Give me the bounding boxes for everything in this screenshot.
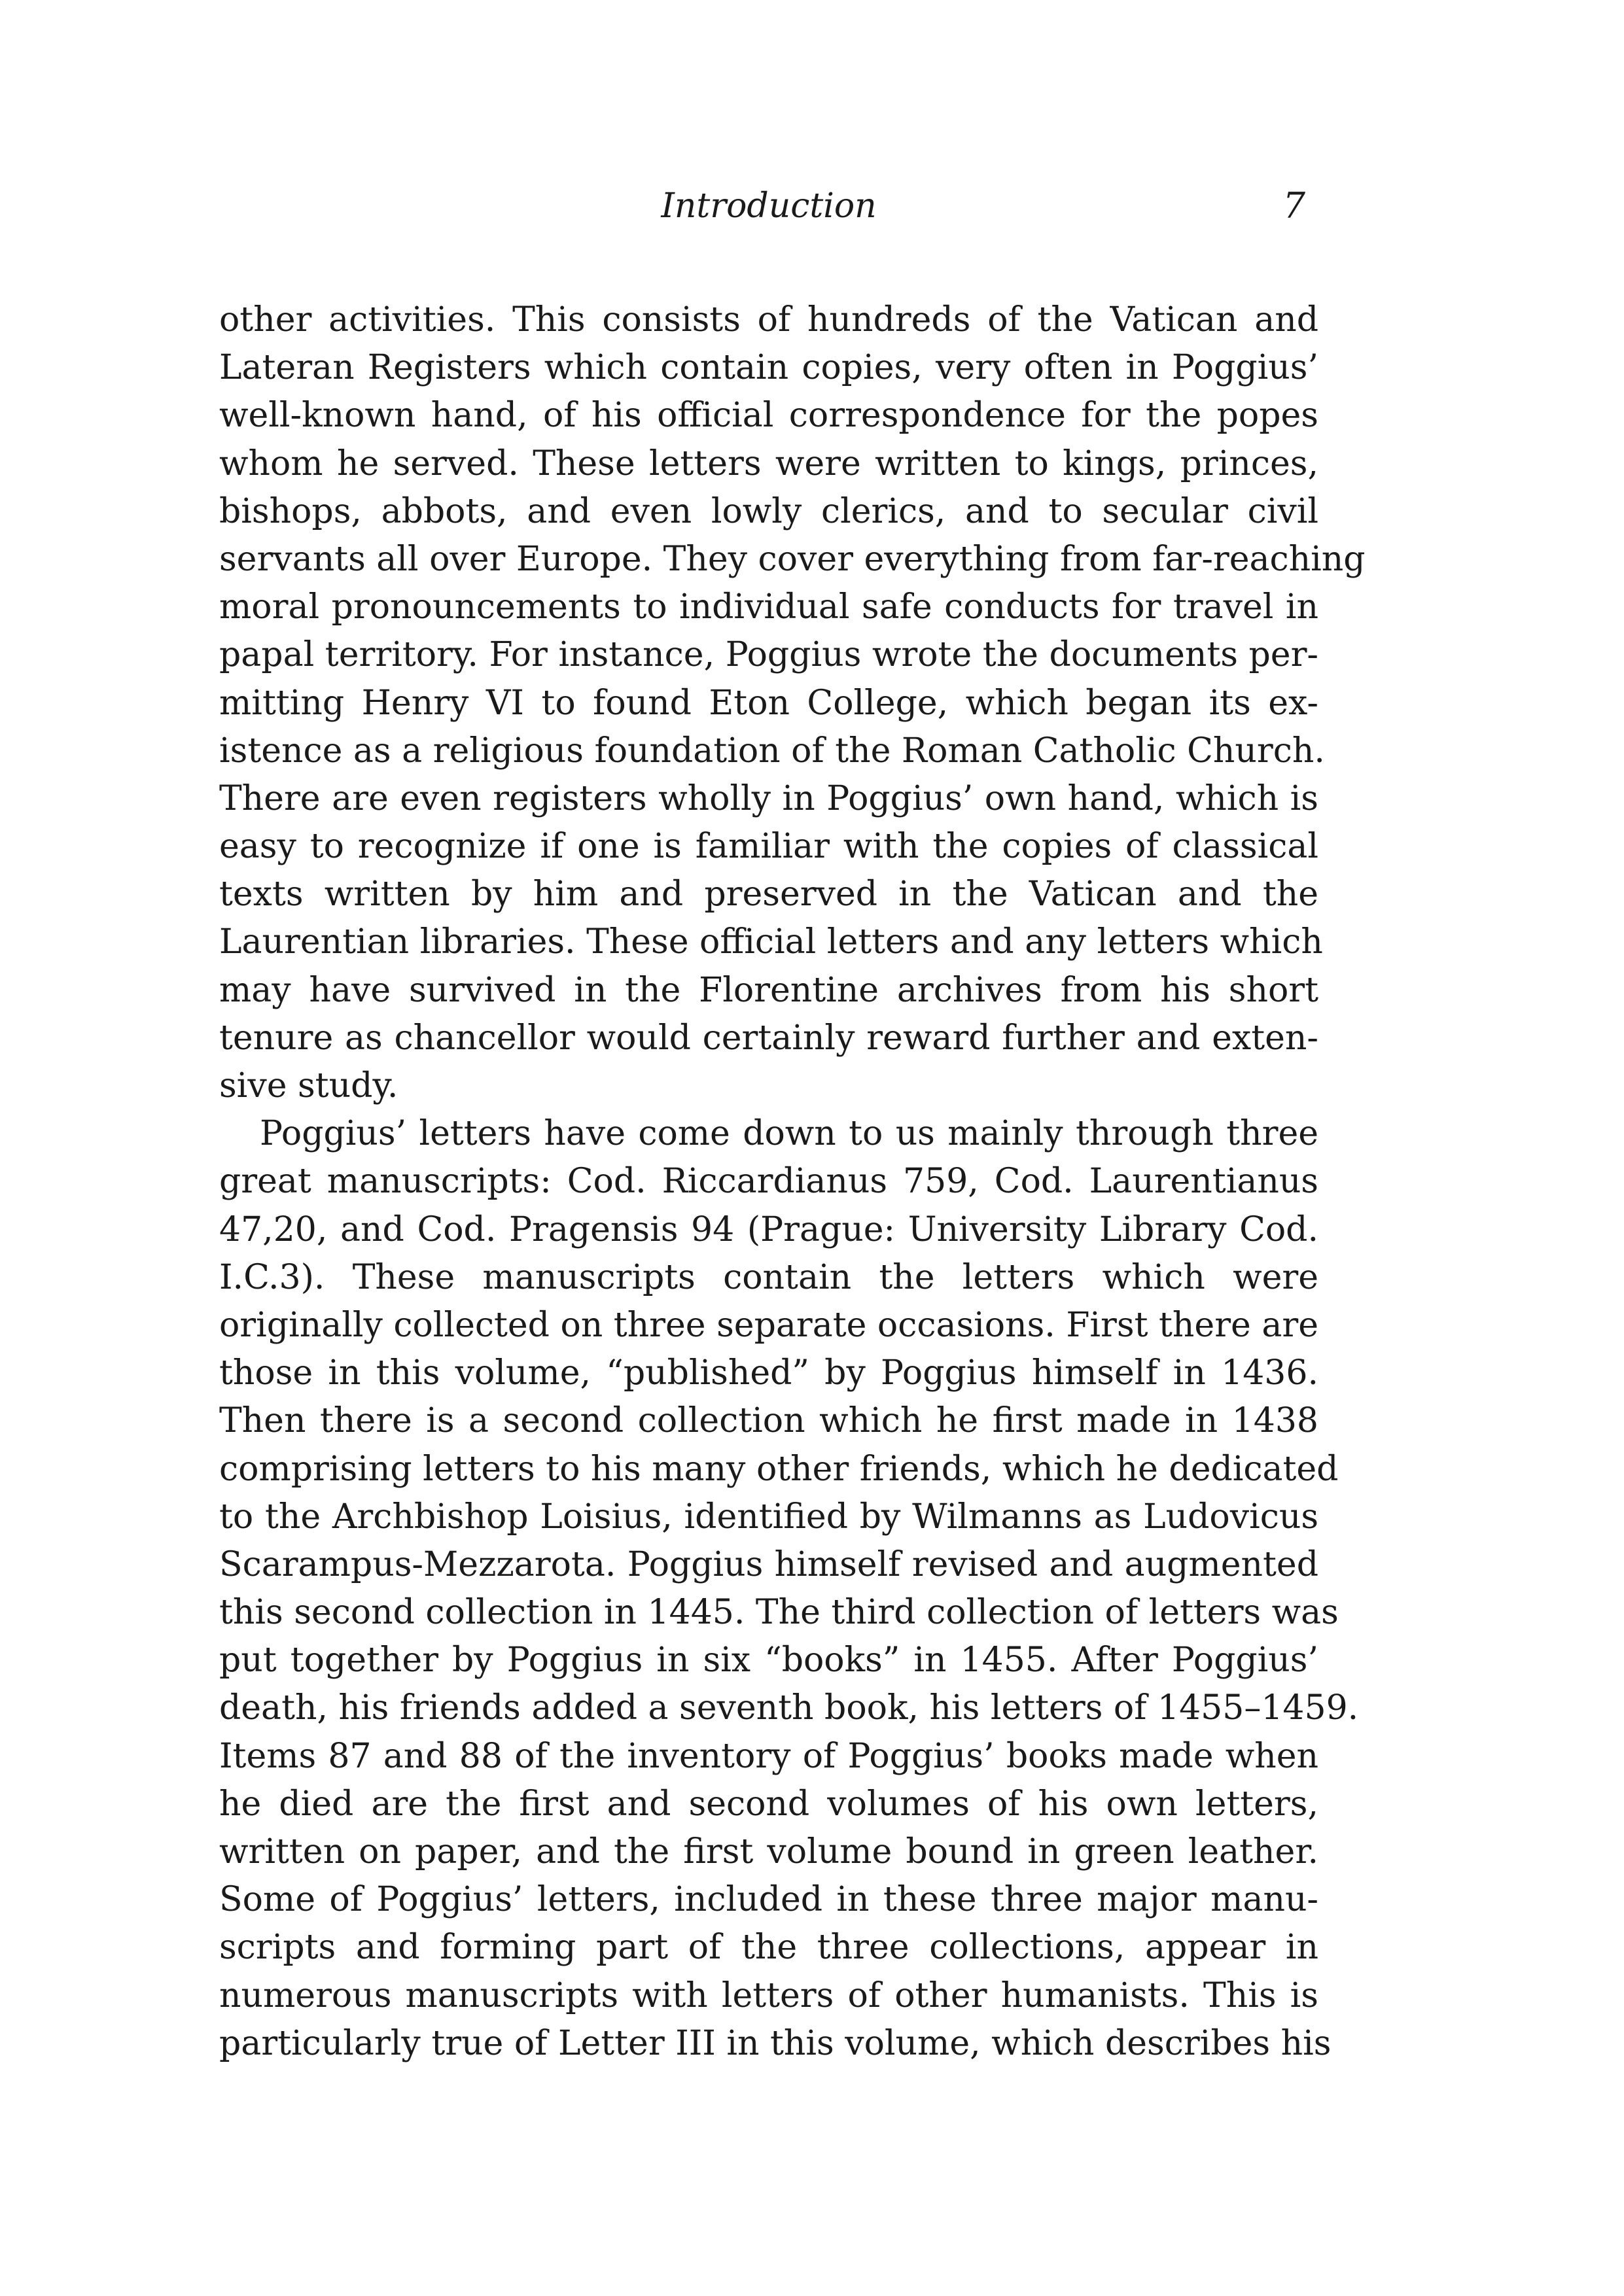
text-line: numerous manuscripts with letters of other humanists. This is [219, 1975, 1318, 2015]
page-number: 7 [1282, 185, 1305, 226]
body-text [219, 296, 1366, 2068]
text-line: Some of Poggius’ letters, included in these three major manu- [219, 1880, 1318, 1920]
text-line: this second collection in 1445. The third collection of letters was [219, 1593, 1339, 1633]
text-line: well-known hand, of his official correspondence for the popes [219, 396, 1318, 436]
running-head [219, 183, 1318, 242]
text-line: istence as a religious foundation of the Roman Catholic Church. [219, 731, 1325, 771]
text-line: originally collected on three separate occasions. First there are [219, 1305, 1318, 1345]
text-line: Items 87 and 88 of the inventory of Poggius’ books made when [219, 1736, 1318, 1776]
text-line: mitting Henry VI to found Eton College, which began its ex- [219, 683, 1318, 723]
running-title: Introduction [661, 186, 877, 226]
text-line: put together by Poggius in six “books” in 1455. After Poggius’ [219, 1641, 1318, 1680]
text-line: Lateran Registers which contain copies, very often in Poggius’ [219, 348, 1318, 388]
text-line: Then there is a second collection which he first made in 1438 [219, 1401, 1318, 1441]
text-line: tenure as chancellor would certainly reward further and exten- [219, 1018, 1318, 1058]
text-line: great manuscripts: Cod. Riccardianus 759, Cod. Laurentianus [219, 1162, 1318, 1202]
text-line: papal territory. For instance, Poggius wrote the documents per- [219, 635, 1318, 675]
text-line: scripts and forming part of the three collections, appear in [219, 1928, 1318, 1968]
text-line: written on paper, and the first volume bound in green leather. [219, 1832, 1318, 1871]
text-line: death, his friends added a seventh book, his letters of 1455–1459. [219, 1688, 1359, 1728]
paragraph [219, 1110, 1359, 2068]
paragraph [219, 296, 1366, 1110]
text-line: There are even registers wholly in Poggius’ own hand, which is [219, 778, 1318, 818]
text-line: he died are the first and second volumes of his own letters, [219, 1784, 1318, 1824]
text-line: bishops, abbots, and even lowly clerics, and to secular civil [219, 491, 1318, 531]
text-line: Laurentian libraries. These official letters and any letters which [219, 922, 1323, 962]
text-line: those in this volume, “published” by Poggius himself in 1436. [219, 1353, 1318, 1393]
text-line: texts written by him and preserved in the Vatican and the [219, 875, 1318, 914]
text-line: to the Archbishop Loisius, identified by Wilmanns as Ludovicus [219, 1497, 1318, 1537]
text-line: I.C.3). These manuscripts contain the letters which were [219, 1257, 1318, 1297]
text-line: other activities. This consists of hundreds of the Vatican and [219, 300, 1318, 339]
text-line: comprising letters to his many other friends, which he dedicated [219, 1449, 1339, 1489]
text-line: 47,20, and Cod. Pragensis 94 (Prague: University Library Cod. [219, 1209, 1318, 1249]
text-line: sive study. [219, 1066, 398, 1105]
text-line: Poggius’ letters have come down to us mainly through three [260, 1114, 1318, 1154]
text-line: whom he served. These letters were written to kings, princes, [219, 444, 1318, 483]
text-line: particularly true of Letter III in this volume, which describes his [219, 2023, 1332, 2063]
text-line: easy to recognize if one is familiar with the copies of classical [219, 827, 1318, 867]
text-line: servants all over Europe. They cover everything from far-reaching [219, 539, 1366, 579]
text-line: may have survived in the Florentine archives from his short [219, 970, 1318, 1010]
text-line: Scarampus-Mezzarota. Poggius himself revised and augmented [219, 1544, 1318, 1584]
text-line: moral pronouncements to individual safe conducts for travel in [219, 587, 1318, 627]
